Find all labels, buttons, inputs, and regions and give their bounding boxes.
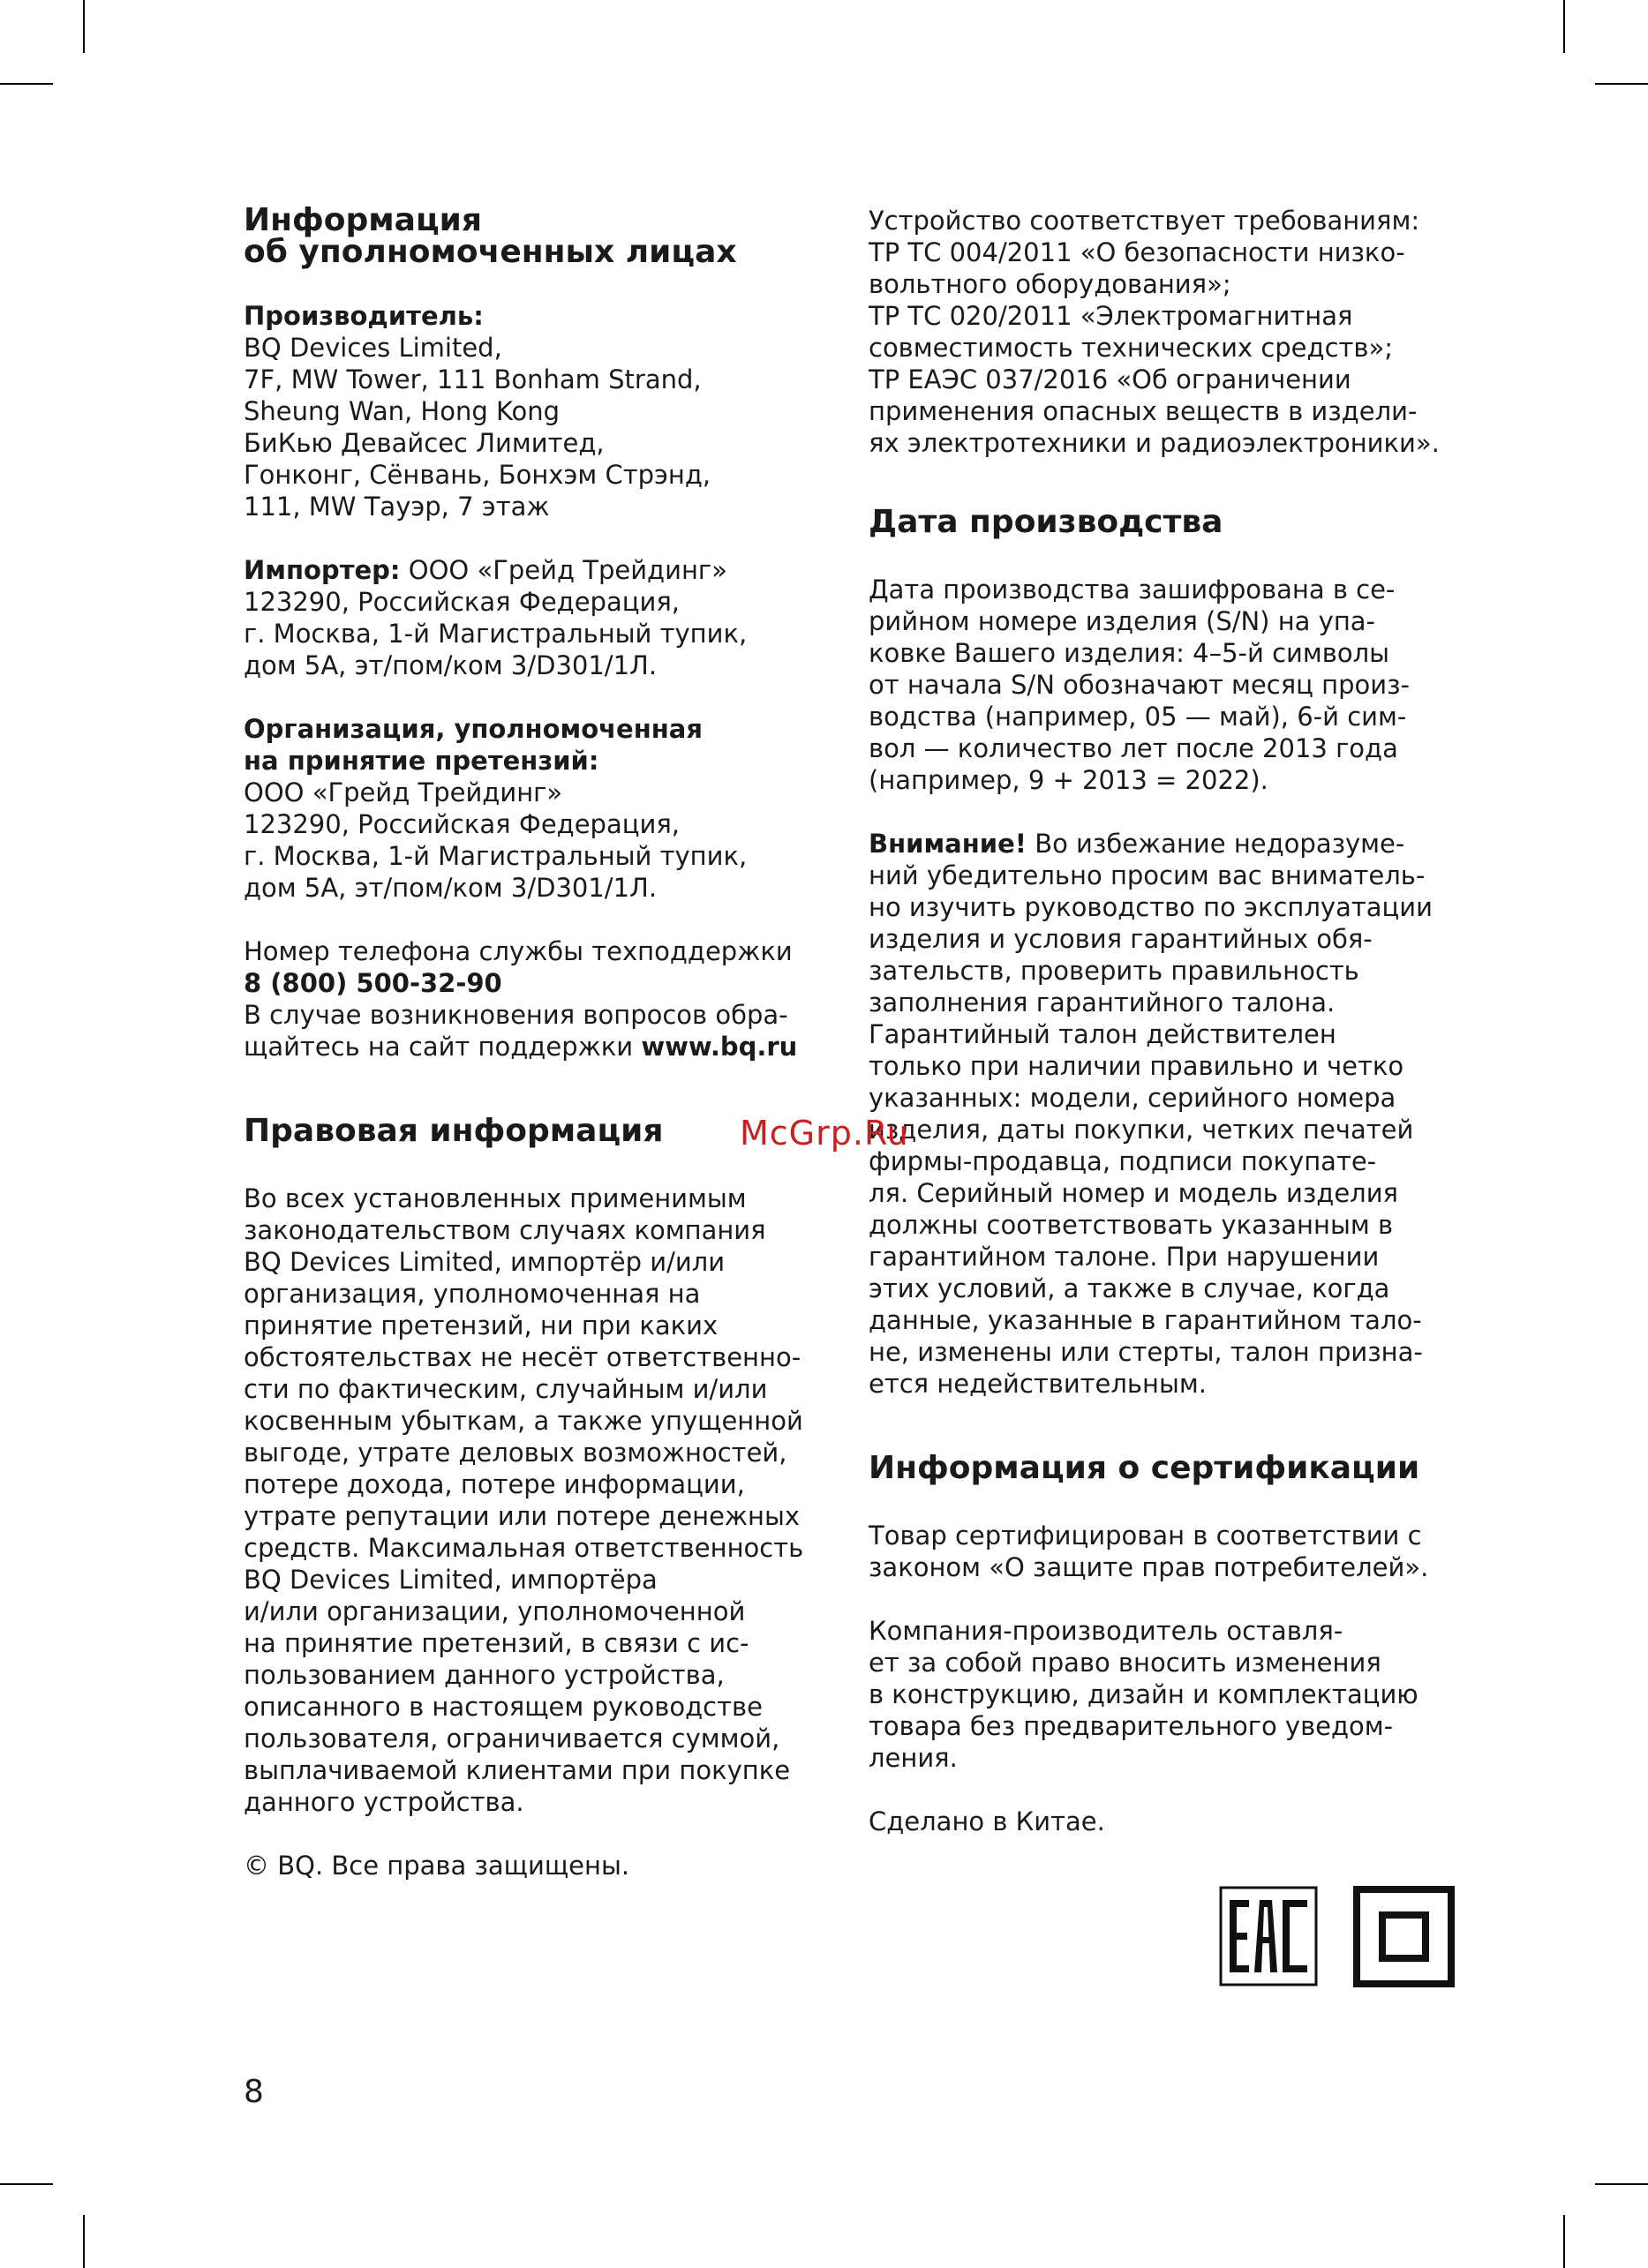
legal-title: Правовая информация	[244, 1113, 664, 1149]
crop-mark-top-right-v	[1563, 0, 1565, 53]
authorized-persons-title: Информация об уполномоченных лицах	[244, 202, 737, 270]
manufacturer-label: Производитель:	[244, 301, 484, 331]
crop-mark-bottom-right-v	[1563, 2215, 1565, 2268]
warning-paragraph: Внимание! Во избежание недоразуме- ний убедительно просим вас вниматель- но изучить руководство по эксплуатации изделия и условия гарантийных обя- зательств, проверить правильность заполнения гарантийного талона. Гарантийный талон действителен только при наличии правильно и четко указанных: модели, серийного номера изделия, даты покупки, четких печатей фирмы-продавца, подписи покупате- ля. Серийный номер и модель изделия должны соответствовать указанным в гарантийном талоне. При нарушении этих условий, а также в случае, когда данные, указанные в гарантийном тало- не, изменены или стерты, талон призна- ется недействительным.	[869, 829, 1433, 1399]
crop-mark-top-left-v	[83, 0, 85, 53]
claims-organization-block: Организация, уполномоченная на принятие претензий: ООО «Грейд Трейдинг» 123290, Российская Федерация, г. Москва, 1-й Магистральный тупик, дом 5А, эт/пом/ком 3/D301/1Л.	[244, 714, 748, 903]
compliance-paragraph: Устройство соответствует требованиям: ТР ТС 004/2011 «О безопасности низко- вольтного оборудования»; ТР ТС 020/2011 «Электромагнитная совместимость технических средств»; ТР ЕАЭС 037/2016 «Об ограничении применения опасных веществ в издели- ях электротехники и радиоэлектроники».	[869, 206, 1440, 458]
certification-section	[869, 1450, 1456, 1837]
certification-title: Информация о сертификации	[869, 1450, 1420, 1486]
double-insulation-icon	[1353, 1886, 1455, 1987]
crop-mark-bottom-left-v	[83, 2215, 85, 2268]
importer-label: Импортер:	[244, 555, 401, 585]
eac-certification-icon	[1219, 1886, 1318, 1986]
crop-mark-bottom-right-h	[1595, 2183, 1648, 2185]
manufacturer-block: Производитель: BQ Devices Limited, 7F, MW Tower, 111 Bonham Strand, Sheung Wan, Hong Kong БиКью Девайсес Лимитед, Гонконг, Сёнвань, Бонхэм Стрэнд, 111, MW Тауэр, 7 этаж	[244, 300, 826, 522]
warning-label: Внимание!	[869, 829, 1027, 859]
importer-block: Импортер: ООО «Грейд Трейдинг» 123290, Российская Федерация, г. Москва, 1-й Магистральный тупик, дом 5А, эт/пом/ком 3/D301/1Л.	[244, 555, 748, 680]
page-number: 8	[244, 2074, 264, 2110]
authorized-persons-section	[244, 202, 826, 1063]
legal-paragraph: Во всех установленных применимым законодательством случаях компания BQ Devices Limited, импортёр и/или организация, уполномоченная на принятие претензий, ни при каких обстоятельствах не несёт ответственно- сти по фактическим, случайным и/или косвенным убыткам, а также упущенной выгоде, утрате деловых возможностей, потере дохода, потере информации, утрате репутации или потере денежных средств. Максимальная ответственность BQ Devices Limited, импортёра и/или организации, уполномоченной на принятие претензий, в связи с ис- пользованием данного устройства, описанного в настоящем руководстве пользователя, ограничивается суммой, выплачиваемой клиентами при покупке данного устройства.	[244, 1183, 804, 1817]
production-date-title: Дата производства	[869, 504, 1223, 540]
right-column	[869, 205, 1456, 1837]
production-date-section	[869, 504, 1456, 1400]
crop-mark-top-left-h	[0, 83, 53, 85]
support-site-link[interactable]: www.bq.ru	[641, 1032, 798, 1062]
crop-mark-bottom-left-h	[0, 2183, 53, 2185]
left-column	[244, 202, 826, 1881]
support-phone: 8 (800) 500-32-90	[244, 968, 502, 998]
changes-paragraph: Компания-производитель оставля- ет за собой право вносить изменения в конструкцию, дизайн и комплектацию товара без предварительного уведом- ления.	[869, 1616, 1418, 1773]
made-in-text: Сделано в Китае.	[869, 1806, 1105, 1836]
copyright-text: © BQ. Все права защищены.	[244, 1851, 630, 1881]
certification-paragraph: Товар сертифицирован в соответствии с законом «О защите прав потребителей».	[869, 1521, 1429, 1582]
legal-section	[244, 1115, 826, 1881]
support-block: Номер телефона службы техподдержки 8 (800) 500-32-90 В случае возникновения вопросов обра- щайтесь на сайт поддержки www.bq.ru	[244, 935, 826, 1063]
crop-mark-top-right-h	[1595, 83, 1648, 85]
production-date-paragraph: Дата производства зашифрована в се- рийном номере изделия (S/N) на упа- ковке Вашего изделия: 4–5-й символы от начала S/N обозначают месяц произ- водства (например, 05 — май), 6-й сим- вол — количество лет после 2013 года (например, 9 + 2013 = 2022).	[869, 575, 1410, 795]
watermark: McGrp.Ru	[740, 1114, 909, 1153]
